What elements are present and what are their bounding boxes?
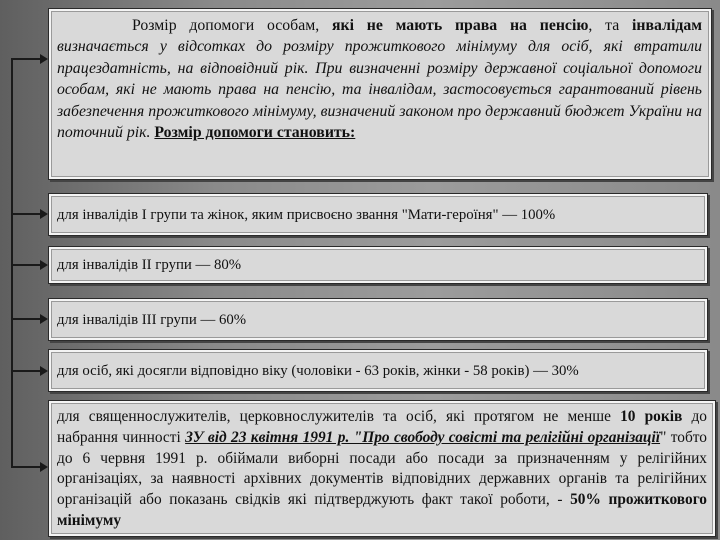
arrow-right-icon	[40, 54, 48, 64]
intro-text-c: , та	[588, 17, 633, 34]
list-item	[48, 298, 708, 341]
list-item-text: для інвалідів ІІ групи — 80%	[57, 257, 242, 273]
item5-text-e: " тобто до 6 червня 1991 р. обіймали виборні посади або посади за призначенням у релігійних організаціях, за наявності архівних документів відповідних державних органів та релігійних організацій або показань свідків які підтверджують факт такої роботи, -	[57, 428, 707, 509]
arrow-right-icon	[40, 209, 48, 219]
intro-text-italic: визначається у відсотках до розміру прожиткового мінімуму для осіб, які втратили працездатність, на відповідний рік. При визначенні розміру державної соціальної допомоги особам, які не мають права на пенсію, та інвалідам, застосовується гарантований рівень забезпечення прожиткового мінімуму, визначений законом про державний бюджет України на поточний рік.	[57, 38, 702, 142]
item5-years: 10 років	[620, 408, 683, 425]
arrow-right-icon	[40, 314, 48, 324]
list-item	[48, 193, 708, 236]
intro-paragraph	[57, 15, 702, 143]
intro-text-bold-2: інвалідам	[632, 17, 702, 34]
list-item	[48, 246, 708, 284]
item5-text-a: для священнослужителів, церковнослужителів та осіб, які протягом не менше	[57, 408, 621, 425]
item5-percentage: 50% прожиткового мінімуму	[57, 491, 707, 529]
item5-law-reference: ЗУ від 23 квітня 1991 р. "Про свободу совісті та релігійні організації	[185, 428, 661, 446]
intro-text-bold-1: які не мають права на пенсію	[331, 17, 589, 34]
list-item-text: для інвалідів ІІІ групи — 60%	[57, 311, 247, 328]
list-item-text: для осіб, які досягли відповідно віку (чоловіки - 63 років, жінки - 58 років) — 30%	[57, 362, 579, 379]
intro-box	[48, 8, 712, 180]
arrow-right-icon	[40, 260, 48, 270]
arrow-right-icon	[40, 366, 48, 376]
list-item	[48, 349, 708, 392]
list-item-clergy	[48, 400, 716, 537]
bracket-line	[11, 58, 13, 467]
arrow-right-icon	[40, 462, 48, 472]
intro-text-a: Розмір допомоги особам,	[132, 17, 332, 34]
item5-text-c: до набрання чинності	[57, 408, 707, 446]
list-item-text: для інвалідів І групи та жінок, яким присвоєно звання "Мати-героїня" — 100%	[57, 206, 556, 223]
intro-text-conclusion: Розмір допомоги становить:	[154, 124, 356, 142]
